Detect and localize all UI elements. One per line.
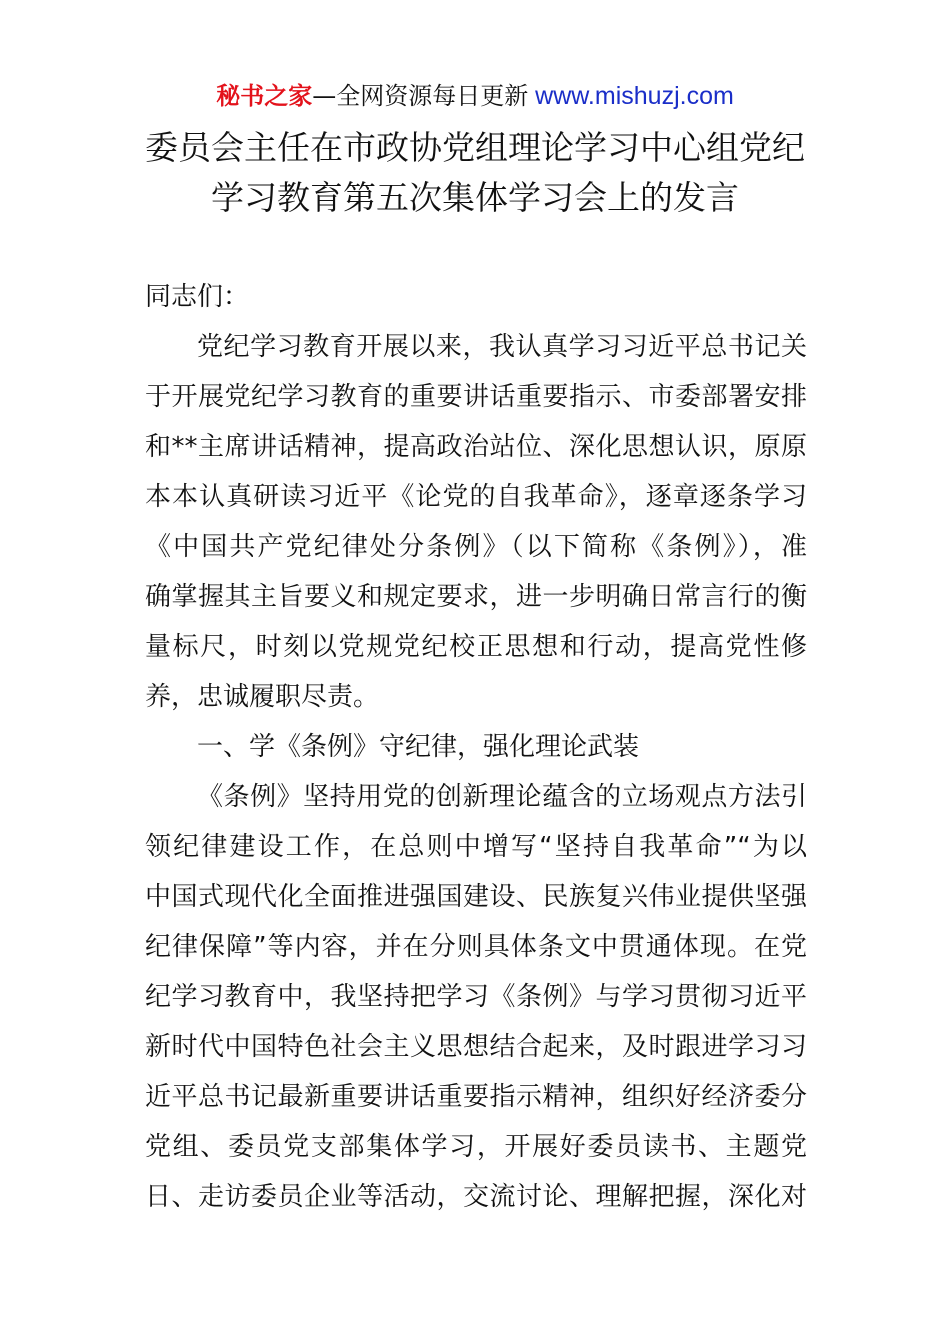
site-tagline: —全网资源每日更新 <box>312 82 529 110</box>
site-header <box>0 80 950 112</box>
document-body <box>145 272 807 1222</box>
paragraph-line: 近平总书记最新重要讲话重要指示精神，组织好经济委分 <box>145 1082 807 1112</box>
paragraph-line: 日、走访委员企业等活动，交流讨论、理解把握，深化对 <box>145 1182 807 1212</box>
paragraph-line: 《中国共产党纪律处分条例》（以下简称《条例》），准 <box>145 532 807 562</box>
paragraph-line: 领纪律建设工作，在总则中增写“坚持自我革命”“为以 <box>145 832 807 862</box>
paragraph-line: 《条例》坚持用党的创新理论蕴含的立场观点方法引 <box>197 782 807 812</box>
paragraph-line: 和**主席讲话精神，提高政治站位、深化思想认识，原原 <box>145 432 807 462</box>
document-title-line-1: 委员会主任在市政协党组理论学习中心组党纪 <box>145 128 805 167</box>
paragraph-line: 纪律保障”等内容，并在分则具体条文中贯通体现。在党 <box>145 932 807 962</box>
greeting: 同志们： <box>145 282 250 312</box>
paragraph-line: 本本认真研读习近平《论党的自我革命》，逐章逐条学习 <box>145 482 807 512</box>
paragraph-line: 纪学习教育中，我坚持把学习《条例》与学习贯彻习近平 <box>145 982 807 1012</box>
paragraph-line: 于开展党纪学习教育的重要讲话重要指示、市委部署安排 <box>145 382 807 412</box>
section-heading: 一、学《条例》守纪律，强化理论武装 <box>197 732 640 762</box>
brand-name: 秘书之家 <box>216 82 313 110</box>
paragraph-line: 党组、委员党支部集体学习，开展好委员读书、主题党 <box>145 1132 807 1162</box>
paragraph-line: 量标尺，时刻以党规党纪校正思想和行动，提高党性修 <box>145 632 807 662</box>
document-title-line-2: 学习教育第五次集体学习会上的发言 <box>211 178 739 217</box>
paragraph-line: 党纪学习教育开展以来，我认真学习习近平总书记关 <box>197 332 807 362</box>
paragraph-line: 确掌握其主旨要义和规定要求，进一步明确日常言行的衡 <box>145 582 807 612</box>
site-url-link[interactable]: www.mishuzj.com <box>528 82 734 110</box>
paragraph-line: 养，忠诚履职尽责。 <box>145 682 380 712</box>
paragraph-line: 新时代中国特色社会主义思想结合起来，及时跟进学习习 <box>145 1032 807 1062</box>
paragraph-line: 中国式现代化全面推进强国建设、民族复兴伟业提供坚强 <box>145 882 807 912</box>
